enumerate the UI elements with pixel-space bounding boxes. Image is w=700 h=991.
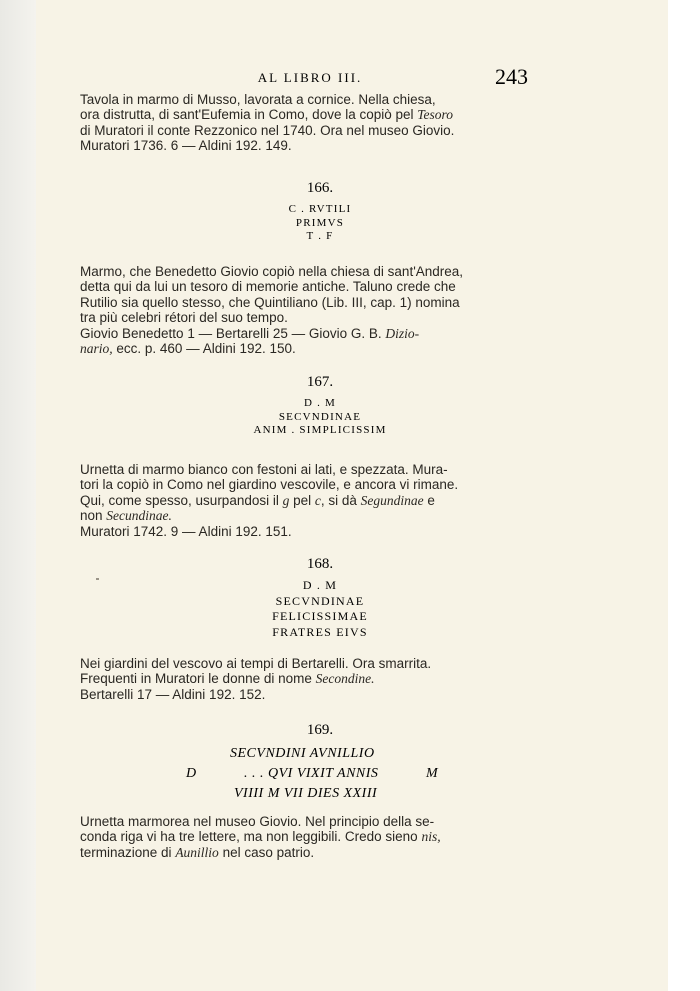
inscription-line: SECVNDINAE xyxy=(278,410,362,423)
inscription-line-start: D xyxy=(186,766,197,781)
text-line: Nei giardini del vescovo ai tempi di Bertarelli. Ora smarrita. xyxy=(80,656,432,671)
entry-number-169: 169. xyxy=(306,722,334,738)
text-line: detta qui da lui un tesoro di memorie antiche. Taluno crede che xyxy=(80,279,456,295)
intro-paragraph xyxy=(80,92,535,154)
text-line: Urnetta marmorea nel museo Giovio. Nel principio della se- xyxy=(80,814,435,829)
entry-reference: Muratori 1742. 9 — Aldini 192. 151. xyxy=(80,523,292,539)
entry-168-text xyxy=(80,656,535,702)
running-header: AL LIBRO III. xyxy=(257,70,363,85)
inscription-line-end: M xyxy=(426,766,439,781)
tesoro-word: Tesoro xyxy=(417,107,454,123)
inscription-line: SECVNDINI AVNILLIO xyxy=(230,746,375,761)
entry-number-166: 166. xyxy=(306,180,334,196)
inscription-line: FRATRES EIVS xyxy=(272,624,368,639)
entry-number-168: 168. xyxy=(306,556,334,572)
entry-reference: Giovio Benedetto 1 — Bertarelli 25 — Giovio G. B. Dizio- xyxy=(80,325,420,341)
entry-169-text xyxy=(80,814,535,860)
entry-number-167: 167. xyxy=(306,374,334,390)
inscription-line: SECVNDINAE xyxy=(275,593,365,608)
intro-line: ora distrutta, di sant'Eufemia in Como, dove la copiò pel Tesoro xyxy=(80,107,454,123)
page-gutter xyxy=(0,0,36,991)
text-line: non Secundinae. xyxy=(80,508,172,524)
intro-reference: Muratori 1736. 6 — Aldini 192. 149. xyxy=(80,138,292,154)
text-line: Marmo, che Benedetto Giovio copiò nella chiesa di sant'Andrea, xyxy=(80,264,464,279)
inscription-166 xyxy=(200,203,440,244)
inscription-168 xyxy=(200,578,440,640)
inscription-169 xyxy=(150,746,550,806)
intro-line: di Muratori il conte Rezzonico nel 1740. Ora nel museo Giovio. xyxy=(80,122,455,138)
inscription-line: C . RVTILI xyxy=(288,203,352,215)
text-line: Frequenti in Muratori le donne di nome Secondine. xyxy=(80,671,375,687)
entry-reference: nario, ecc. p. 460 — Aldini 192. 150. xyxy=(80,341,296,357)
entry-reference: Bertarelli 17 — Aldini 192. 152. xyxy=(80,686,266,702)
text-line: terminazione di Aunillio nel caso patrio. xyxy=(80,844,315,860)
text-line: tori la copiò in Como nel giardino vescovile, e ancora vi rimane. xyxy=(80,477,459,493)
inscription-line: PRIMVS xyxy=(295,216,345,229)
entry-167-text xyxy=(80,462,535,539)
intro-line: Tavola in marmo di Musso, lavorata a cornice. Nella chiesa, xyxy=(80,92,436,107)
inscription-line: ANIM . SIMPLICISSIM xyxy=(253,424,387,436)
text-line: conda riga vi ha tre lettere, ma non leggibili. Credo sieno nis, xyxy=(80,829,441,845)
inscription-line: D . M xyxy=(304,397,336,409)
inscription-line: VIIII M VII DIES XXIII xyxy=(234,786,378,801)
inscription-line: . . . QVI VIXIT ANNIS xyxy=(244,766,379,781)
page-number: 243 xyxy=(495,64,528,89)
inscription-line: D . M xyxy=(302,578,338,592)
inscription-line: T . F xyxy=(306,230,334,242)
print-speck xyxy=(96,578,99,580)
inscription-167 xyxy=(200,397,440,438)
text-line: tra più celebri rétori del suo tempo. xyxy=(80,310,288,326)
text-line: Qui, come spesso, usurpandosi il g pel c, si dà Segundinae e xyxy=(80,492,435,508)
entry-166-text xyxy=(80,264,535,356)
text-line: Urnetta di marmo bianco con festoni ai lati, e spezzata. Mura- xyxy=(80,462,448,477)
text-line: Rutilio sia quello stesso, che Quintiliano (Lib. III, cap. 1) nomina xyxy=(80,294,460,310)
inscription-line: FELICISSIMAE xyxy=(272,609,368,623)
